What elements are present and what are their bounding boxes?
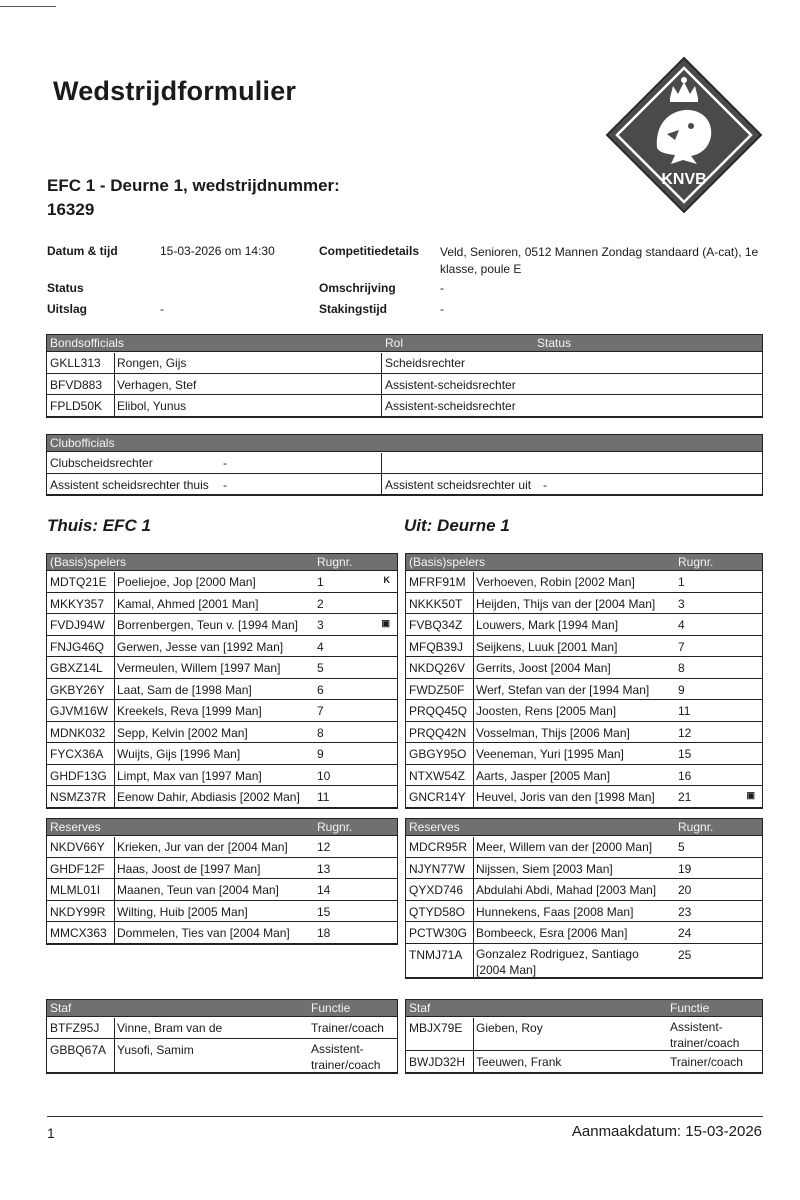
column-divider (381, 453, 382, 495)
code-cell: FVBQ34Z (409, 618, 463, 632)
code-cell: MDNK032 (50, 725, 106, 740)
official-row (47, 352, 762, 374)
functie-cell: Assistent-trainer/coach (311, 1041, 381, 1072)
code-cell: MMCX363 (50, 926, 107, 940)
player-row (47, 722, 397, 744)
functie-cell: Trainer/coach (670, 1055, 743, 1069)
player-row (406, 657, 762, 679)
name-cell: Sepp, Kelvin [2002 Man] (117, 725, 248, 740)
reserve-row (47, 879, 397, 901)
captain-mark: K (383, 575, 390, 585)
rugnr-cell: 8 (317, 725, 324, 740)
column-divider (114, 1018, 115, 1073)
code-cell: TNMJ71A (409, 947, 463, 962)
official-name: Rongen, Gijs (117, 356, 187, 370)
player-row (47, 636, 397, 658)
rugnr-cell: 1 (678, 575, 685, 589)
reserve-row (47, 836, 397, 858)
player-row (406, 700, 762, 722)
rugnr-cell: 21 (678, 790, 692, 804)
name-cell: Wilting, Huib [2005 Man] (117, 904, 248, 919)
name-cell: Maanen, Teun van [2004 Man] (117, 883, 279, 897)
omschrijving-label: Omschrijving (319, 281, 396, 295)
name-cell: Heuvel, Joris van den [1998 Man] (476, 790, 655, 804)
name-cell: Vinne, Bram van de (117, 1021, 223, 1035)
functie-header: Functie (670, 1001, 710, 1015)
rugnr-cell: 5 (317, 661, 324, 675)
competitie-value: Veld, Senioren, 0512 Mannen Zondag standaard (A-cat), 1e klasse, poule E (440, 245, 759, 276)
name-cell: Kreekels, Reva [1999 Man] (117, 704, 262, 718)
name-cell: Aarts, Jasper [2005 Man] (476, 768, 611, 783)
card-icon: ▣ (381, 618, 390, 628)
code-cell: GBBQ67A (50, 1042, 107, 1057)
assistent-thuis-label: Assistent scheidsrechter thuis (50, 477, 209, 492)
uitslag-label: Uitslag (47, 302, 88, 316)
reserve-row (406, 879, 762, 901)
name-cell: Gieben, Roy (476, 1021, 543, 1035)
home-reserves-table (46, 818, 398, 945)
functie-cell: Trainer/coach (311, 1021, 384, 1035)
code-cell: MFRF91M (409, 575, 466, 589)
reserve-row (47, 901, 397, 923)
rugnr-cell: 7 (678, 639, 685, 654)
code-cell: MBJX79E (409, 1021, 463, 1035)
reserve-row (406, 922, 762, 944)
rugnr-cell: 23 (678, 904, 692, 919)
code-cell: BTFZ95J (50, 1021, 100, 1035)
reserve-row (47, 858, 397, 880)
name-cell: Joosten, Rens [2005 Man] (476, 704, 617, 718)
column-divider (473, 1018, 474, 1073)
staff-row (406, 1017, 762, 1051)
away-reserves-header (406, 819, 762, 836)
official-rol: Assistent-scheidsrechter (385, 377, 516, 392)
code-cell: FNJG46Q (50, 639, 105, 654)
code-cell: NKDY99R (50, 904, 106, 919)
column-divider (381, 353, 382, 417)
name-cell: Heijden, Thijs van der [2004 Man] (476, 596, 656, 611)
name-cell: Louwers, Mark [1994 Man] (476, 618, 619, 632)
name-cell: Krieken, Jur van der [2004 Man] (117, 840, 288, 854)
rugnr-header: Rugnr. (678, 555, 714, 569)
rugnr-cell: 25 (678, 947, 692, 962)
code-cell: FWDZ50F (409, 682, 465, 697)
name-cell: Wuijts, Gijs [1996 Man] (117, 747, 241, 761)
rugnr-cell: 24 (678, 926, 692, 940)
functie-header: Functie (311, 1001, 351, 1015)
name-cell: Dommelen, Ties van [2004 Man] (117, 926, 290, 940)
code-cell: MDCR95R (409, 840, 468, 854)
home-reserves-header (47, 819, 397, 836)
home-team-label: Thuis: EFC 1 (47, 516, 151, 535)
home-staff-table (46, 999, 398, 1074)
home-players-header (47, 554, 397, 571)
player-row (406, 765, 762, 787)
player-row (406, 636, 762, 658)
knvb-logo (605, 56, 763, 214)
clubofficials-table (46, 434, 763, 496)
rugnr-cell: 9 (317, 747, 324, 761)
name-cell: Vermeulen, Willem [1997 Man] (117, 661, 281, 675)
code-cell: PRQQ45Q (409, 704, 468, 718)
code-cell: GNCR14Y (409, 790, 466, 804)
card-icon: ▣ (746, 790, 755, 800)
player-row (47, 657, 397, 679)
bondsofficials-table (46, 334, 763, 418)
assistent-uit-value: - (543, 477, 547, 492)
player-row (406, 593, 762, 615)
away-players-table (405, 553, 763, 809)
clubscheidsrechter-value: - (223, 456, 227, 470)
reserve-row (406, 944, 762, 978)
status-label: Status (47, 281, 84, 295)
name-cell: Gerwen, Jesse van [1992 Man] (117, 639, 284, 654)
player-row (406, 679, 762, 701)
rugnr-cell: 3 (678, 596, 685, 611)
rugnr-cell: 3 (317, 618, 324, 632)
home-staff-header (47, 1000, 397, 1017)
assistent-uit-label: Assistent scheidsrechter uit (385, 477, 532, 492)
player-row (406, 614, 762, 636)
rugnr-header: Rugnr. (317, 820, 353, 834)
rugnr-cell: 4 (317, 639, 324, 654)
name-cell: Laat, Sam de [1998 Man] (117, 682, 252, 697)
name-cell: Poeliejoe, Jop [2000 Man] (117, 575, 256, 589)
rugnr-cell: 1 (317, 575, 324, 589)
rugnr-cell: 4 (678, 618, 685, 632)
player-row (47, 786, 397, 808)
stakingstijd-label: Stakingstijd (319, 302, 388, 316)
name-cell: Kamal, Ahmed [2001 Man] (117, 596, 259, 611)
creation-date: Aanmaakdatum: 15-03-2026 (571, 1123, 762, 1140)
code-cell: PCTW30G (409, 926, 468, 940)
code-cell: GKBY26Y (50, 682, 105, 697)
code-cell: NSMZ37R (50, 790, 107, 804)
code-cell: GBGY95O (409, 747, 467, 761)
code-cell: MDTQ21E (50, 575, 107, 589)
official-row (47, 374, 762, 396)
reserves-title: Reserves (409, 820, 460, 834)
away-reserves-table (405, 818, 763, 979)
rugnr-cell: 6 (317, 682, 324, 697)
official-rol: Scheidsrechter (385, 356, 466, 370)
code-cell: GJVM16W (50, 704, 109, 718)
rugnr-cell: 14 (317, 883, 331, 897)
name-cell: Gonzalez Rodriguez, Santiago [2004 Man] (476, 946, 639, 977)
reserve-row (406, 836, 762, 858)
rugnr-cell: 18 (317, 926, 331, 940)
code-cell: GBXZ14L (50, 661, 103, 675)
omschrijving-value: - (440, 281, 444, 295)
name-cell: Seijkens, Luuk [2001 Man] (476, 639, 618, 654)
staff-row (47, 1039, 397, 1073)
column-divider (473, 837, 474, 978)
reserve-row (406, 858, 762, 880)
rugnr-cell: 7 (317, 704, 324, 718)
code-cell: NKKK50T (409, 596, 463, 611)
name-cell: Abdulahi Abdi, Mahad [2003 Man] (476, 883, 657, 897)
top-rule (0, 6, 56, 7)
name-cell: Veeneman, Yuri [1995 Man] (476, 747, 624, 761)
stakingstijd-value: - (440, 302, 444, 316)
rugnr-cell: 12 (317, 840, 331, 854)
official-code: BFVD883 (50, 377, 103, 392)
rugnr-cell: 20 (678, 883, 692, 897)
rugnr-cell: 9 (678, 682, 685, 697)
away-staff-table (405, 999, 763, 1074)
datum-label: Datum & tijd (47, 244, 118, 258)
official-row (47, 395, 762, 417)
rugnr-cell: 10 (317, 768, 331, 783)
footer-rule (47, 1116, 763, 1117)
uitslag-value: - (160, 302, 164, 316)
code-cell: NKDV66Y (50, 840, 105, 854)
rugnr-cell: 12 (678, 725, 692, 740)
code-cell: GHDF12F (50, 861, 105, 876)
competitie-label: Competitiedetails (319, 244, 420, 258)
staff-row (47, 1017, 397, 1039)
code-cell: NJYN77W (409, 861, 466, 876)
code-cell: NKDQ26V (409, 661, 466, 675)
page-title: Wedstrijdformulier (53, 76, 297, 106)
clubofficials-title: Clubofficials (50, 436, 115, 450)
code-cell: PRQQ42N (409, 725, 467, 740)
column-divider (114, 353, 115, 417)
player-row (47, 679, 397, 701)
away-staff-header (406, 1000, 762, 1017)
player-row (47, 700, 397, 722)
reserves-title: Reserves (50, 820, 101, 834)
code-cell: BWJD32H (409, 1055, 466, 1069)
match-title: EFC 1 - Deurne 1, wedstrijdnummer: 16329 (47, 176, 340, 219)
code-cell: MLML01I (50, 883, 101, 897)
name-cell: Verhoeven, Robin [2002 Man] (476, 575, 635, 589)
column-divider (473, 572, 474, 808)
code-cell: QTYD58O (409, 904, 466, 919)
name-cell: Teeuwen, Frank (476, 1055, 562, 1069)
reserve-row (47, 922, 397, 944)
players-title: (Basis)spelers (409, 555, 486, 569)
player-row (47, 765, 397, 787)
rugnr-header: Rugnr. (678, 820, 714, 834)
players-title: (Basis)spelers (50, 555, 127, 569)
page-number: 1 (47, 1125, 55, 1141)
name-cell: Werf, Stefan van der [1994 Man] (476, 682, 650, 697)
player-row (47, 571, 397, 593)
code-cell: FYCX36A (50, 747, 104, 761)
rugnr-cell: 13 (317, 861, 331, 876)
player-row (47, 614, 397, 636)
rugnr-cell: 15 (317, 904, 331, 919)
rugnr-cell: 2 (317, 596, 324, 611)
reserve-row (406, 901, 762, 923)
name-cell: Nijssen, Siem [2003 Man] (476, 861, 613, 876)
home-players-table (46, 553, 398, 809)
name-cell: Borrenbergen, Teun v. [1994 Man] (117, 618, 299, 632)
rugnr-cell: 5 (678, 840, 685, 854)
player-row (406, 571, 762, 593)
name-cell: Gerrits, Joost [2004 Man] (476, 661, 611, 675)
rugnr-header: Rugnr. (317, 555, 353, 569)
rugnr-cell: 11 (678, 704, 691, 718)
staff-title: Staf (50, 1001, 72, 1015)
official-rol: Assistent-scheidsrechter (385, 399, 516, 413)
staff-title: Staf (409, 1001, 431, 1015)
datum-value: 15-03-2026 om 14:30 (160, 244, 275, 258)
bondsofficials-title: Bondsofficials (50, 336, 124, 350)
functie-cell: Assistent-trainer/coach (670, 1020, 740, 1050)
name-cell: Eenow Dahir, Abdiasis [2002 Man] (117, 790, 300, 804)
clubscheidsrechter-label: Clubscheidsrechter (50, 456, 153, 470)
clubofficial-row (47, 452, 762, 474)
name-cell: Hunnekens, Faas [2008 Man] (476, 904, 634, 919)
rol-header: Rol (385, 336, 404, 350)
name-cell: Haas, Joost de [1997 Man] (117, 861, 261, 876)
official-code: GKLL313 (50, 356, 101, 370)
staff-row (406, 1051, 762, 1073)
column-divider (114, 572, 115, 808)
player-row (406, 743, 762, 765)
rugnr-cell: 11 (317, 790, 330, 804)
code-cell: NTXW54Z (409, 768, 466, 783)
official-name: Elibol, Yunus (117, 399, 187, 413)
clubofficial-row (47, 474, 762, 496)
rugnr-cell: 19 (678, 861, 692, 876)
rugnr-cell: 8 (678, 661, 685, 675)
rugnr-cell: 15 (678, 747, 692, 761)
code-cell: FVDJ94W (50, 618, 105, 632)
away-players-header (406, 554, 762, 571)
name-cell: Limpt, Max van [1997 Man] (117, 768, 262, 783)
code-cell: GHDF13G (50, 768, 107, 783)
assistent-thuis-value: - (223, 477, 227, 492)
player-row (406, 722, 762, 744)
code-cell: QYXD746 (409, 883, 464, 897)
name-cell: Bombeeck, Esra [2006 Man] (476, 926, 628, 940)
player-row (47, 743, 397, 765)
rugnr-cell: 16 (678, 768, 692, 783)
name-cell: Meer, Willem van der [2000 Man] (476, 840, 653, 854)
column-divider (114, 837, 115, 944)
player-row (47, 593, 397, 615)
code-cell: MKKY357 (50, 596, 105, 611)
logo-text: KNVB (661, 171, 707, 188)
status-header: Status (537, 336, 572, 350)
code-cell: MFQB39J (409, 639, 464, 654)
player-row (406, 786, 762, 808)
clubofficials-header (47, 435, 762, 452)
away-team-label: Uit: Deurne 1 (404, 516, 510, 535)
name-cell: Yusofi, Samim (117, 1042, 194, 1057)
official-code: FPLD50K (50, 399, 103, 413)
official-name: Verhagen, Stef (117, 377, 197, 392)
bondsofficials-header (47, 335, 762, 352)
name-cell: Vosselman, Thijs [2006 Man] (476, 725, 630, 740)
